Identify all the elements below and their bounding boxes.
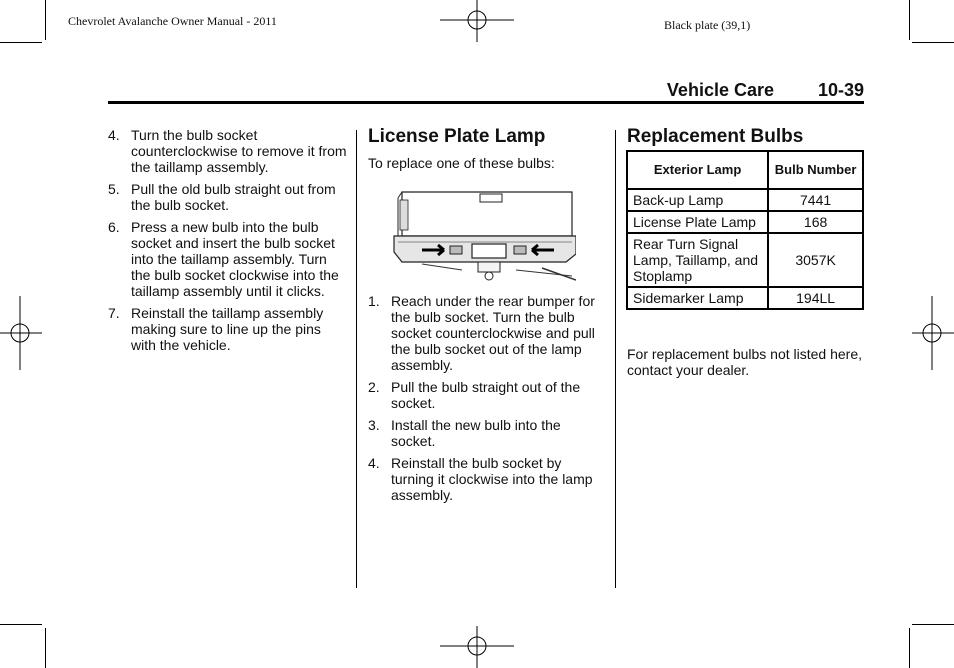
table-row xyxy=(627,233,863,287)
column-header: Bulb Number xyxy=(768,151,863,189)
list-item xyxy=(108,305,348,353)
registration-mark-right xyxy=(912,296,954,370)
license-plate-lamp-illustration xyxy=(392,188,576,284)
step-text: Press a new bulb into the bulb socket and insert the bulb socket into the taillamp assembly. Turn the bulb socket clockwise into the taillamp assembly until it clicks. xyxy=(131,219,339,299)
column-header: Exterior Lamp xyxy=(627,151,768,189)
taillamp-steps xyxy=(108,127,348,359)
column-divider-2 xyxy=(615,130,616,588)
bulb-cell: 7441 xyxy=(768,189,863,211)
step-text: Reinstall the bulb socket by turning it clockwise into the lamp assembly. xyxy=(391,455,593,503)
table-row xyxy=(627,287,863,309)
list-item xyxy=(368,455,608,503)
step-number: 2. xyxy=(368,379,380,395)
registration-mark-top xyxy=(440,0,514,44)
replacement-bulbs-heading: Replacement Bulbs xyxy=(627,126,804,147)
dealer-note: For replacement bulbs not listed here, contact your dealer. xyxy=(627,346,863,378)
lamp-cell: Rear Turn Signal Lamp, Taillamp, and Stoplamp xyxy=(627,233,768,287)
list-item xyxy=(108,127,348,175)
list-item xyxy=(368,293,608,373)
step-text: Reach under the rear bumper for the bulb socket. Turn the bulb socket counterclockwise and pull the bulb socket out of the lamp assembly. xyxy=(391,293,595,373)
step-text: Pull the old bulb straight out from the bulb socket. xyxy=(131,181,336,213)
list-item xyxy=(108,181,348,213)
plate-label: Black plate (39,1) xyxy=(664,18,751,32)
bulb-cell: 194LL xyxy=(768,287,863,309)
bulb-cell: 168 xyxy=(768,211,863,233)
bulb-cell: 3057K xyxy=(768,233,863,287)
manual-title: Chevrolet Avalanche Owner Manual - 2011 xyxy=(68,14,277,28)
step-text: Turn the bulb socket counterclockwise to remove it from the taillamp assembly. xyxy=(131,127,347,175)
column-divider-1 xyxy=(356,130,357,588)
lamp-cell: License Plate Lamp xyxy=(627,211,768,233)
header-rule xyxy=(108,101,864,104)
lamp-cell: Back-up Lamp xyxy=(627,189,768,211)
license-plate-lamp-heading: License Plate Lamp xyxy=(368,126,546,147)
step-text: Reinstall the taillamp assembly making sure to line up the pins with the vehicle. xyxy=(131,305,324,353)
page-number: 10-39 xyxy=(817,80,864,100)
step-number: 4. xyxy=(368,455,380,471)
step-number: 4. xyxy=(108,127,120,143)
step-number: 3. xyxy=(368,417,380,433)
step-text: Install the new bulb into the socket. xyxy=(391,417,561,449)
lamp-cell: Sidemarker Lamp xyxy=(627,287,768,309)
table-row xyxy=(627,211,863,233)
bulb-table xyxy=(626,150,864,310)
table-row xyxy=(627,189,863,211)
registration-mark-bottom xyxy=(440,626,514,668)
registration-mark-left xyxy=(0,296,42,370)
table-header-row xyxy=(627,151,863,189)
section-title: Vehicle Care xyxy=(666,80,774,100)
step-number: 6. xyxy=(108,219,120,235)
step-text: Pull the bulb straight out of the socket. xyxy=(391,379,581,411)
license-lamp-steps xyxy=(368,293,608,509)
step-number: 5. xyxy=(108,181,120,197)
step-number: 7. xyxy=(108,305,120,321)
list-item xyxy=(108,219,348,299)
list-item xyxy=(368,379,608,411)
list-item xyxy=(368,417,608,449)
step-number: 1. xyxy=(368,293,380,309)
intro-text: To replace one of these bulbs: xyxy=(368,155,555,171)
